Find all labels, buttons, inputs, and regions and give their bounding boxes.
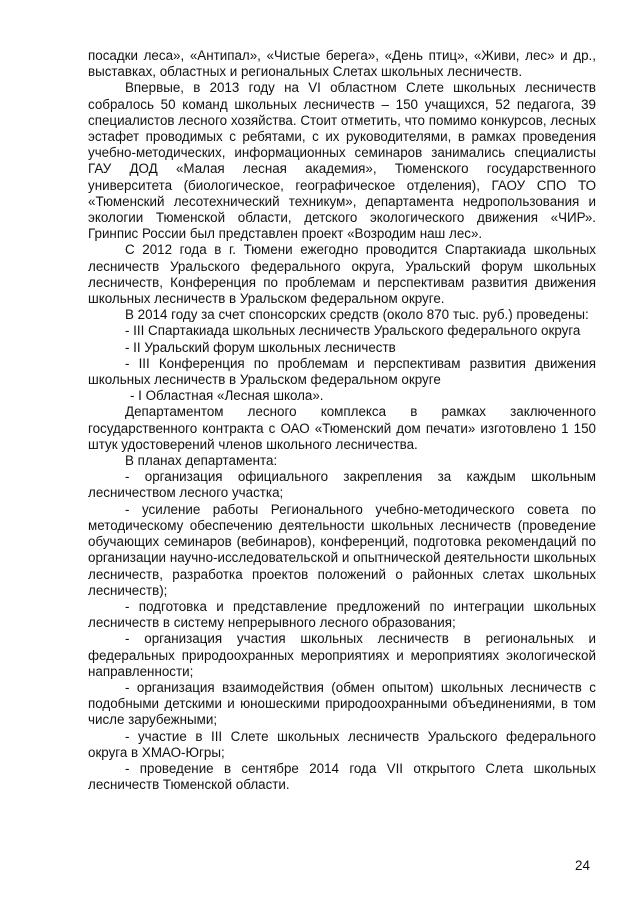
list-item: - организация взаимодействия (обмен опытом) школьных лесничеств с подобными детскими и юношескими природоохранными объединениями, в том числе зарубежными; [88,679,596,728]
list-item: - III Конференция по проблемам и перспективам развития движения школьных лесничеств в Уральском федеральном округе [88,355,596,388]
paragraph: Впервые, в 2013 году на VI областном Слете школьных лесничеств собралось 50 команд школьных лесничеств – 150 учащихся, 52 педагога, 39 специалистов лесного хозяйства. Стоит отметить, что помимо конкурсов, лесных эстафет проводимых с ребятами, с их руководителями, в рамках проведения учебно-методических, информационных семинаров занимались специалисты ГАУ ДОД «Малая лесная академия», Тюменского государственного университета (биологическое, географическое отделения), ГАОУ СПО ТО «Тюменский лесотехнический техникум», департамента недропользования и экологии Тюменской области, детского экологического движения «ЧИР». Гринпис России был представлен проект «Возродим наш лес». [88,80,596,242]
list-item: - организация участия школьных лесничеств в региональных и федеральных природоохранных мероприятиях и мероприятиях экологической направленности; [88,631,596,679]
list-item: - II Уральский форум школьных лесничеств [125,339,396,355]
paragraph: С 2012 года в г. Тюмени ежегодно проводится Спартакиада школьных лесничеств Уральского федерального округа, Уральский форум школьных лесничеств, Конференция по проблемам и перспективам развития движения школьных лесничеств в Уральском федеральном округе. [88,242,596,307]
paragraph: посадки леса», «Антипал», «Чистые берега», «День птиц», «Живи, лес» и др., выставках, областных и региональных Слетах школьных лесничеств. [88,48,596,80]
body-text [88,48,596,793]
list-item: - усиление работы Регионального учебно-методического совета по методическому обеспечению деятельности школьных лесничеств (проведение обучающих семинаров (вебинаров), конференций, подготовка рекомендаций по организации научно-исследовательской и опытнической деятельности школьных лесничеств, разработка проектов положений о районных слетах школьных лесничеств); [88,501,596,598]
paragraph: В планах департамента: [125,453,278,469]
paragraph: Департаментом лесного комплекса в рамках заключенного государственного контракта с ОАО «Тюменский дом печати» изготовлено 1 150 штук удостоверений членов школьного лесничества. [88,404,596,452]
list-item: - участие в III Слете школьных лесничеств Уральского федерального округа в ХМАО-Югры; [88,728,596,760]
list-item: - проведение в сентябре 2014 года VII открытого Слета школьных лесничеств Тюменской области. [88,760,596,793]
page-number: 24 [575,858,590,873]
paragraph: В 2014 году за счет спонсорских средств (около 870 тыс. руб.) проведены: [125,307,589,323]
list-item: - подготовка и представление предложений по интеграции школьных лесничеств в систему непрерывного лесного образования; [88,598,596,631]
list-item: - организация официального закрепления за каждым школьным лесничеством лесного участка; [88,469,596,501]
list-item: - I Областная «Лесная школа». [130,388,324,404]
list-item: - III Спартакиада школьных лесничеств Уральского федерального округа [125,323,581,339]
